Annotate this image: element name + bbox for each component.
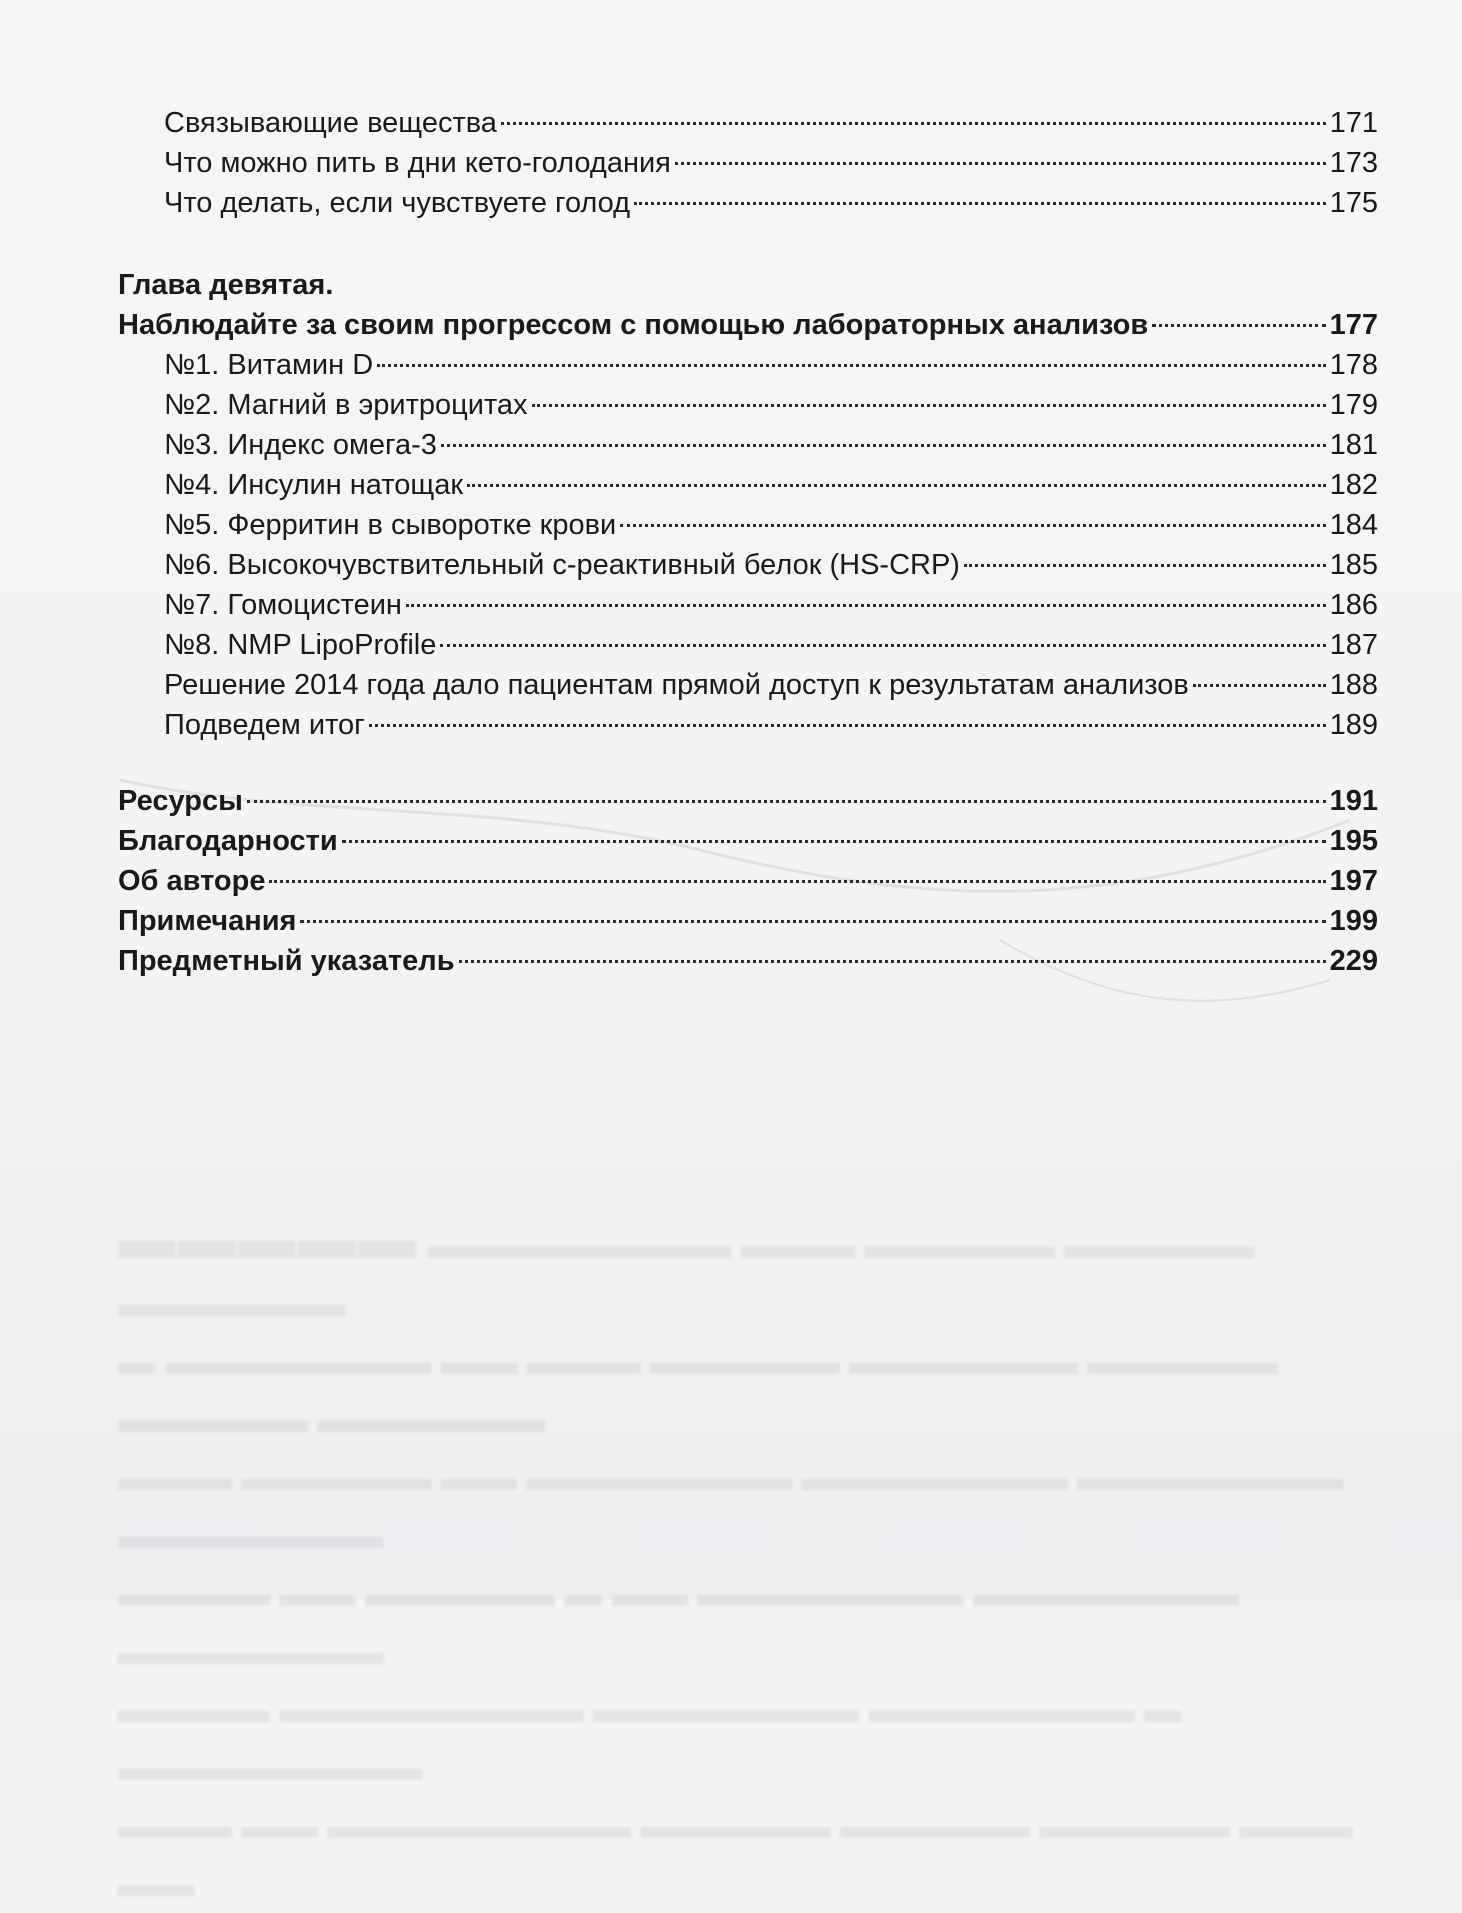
toc-entry-title: №4. Инсулин натощак: [164, 469, 464, 501]
toc-entry-page: 171: [1329, 107, 1378, 139]
dot-leader: [675, 162, 1326, 165]
toc-entry[interactable]: [118, 705, 1378, 745]
toc-entry-title: №7. Гомоцистеин: [164, 589, 402, 621]
dot-leader: [269, 880, 1325, 883]
toc-entry-title: №6. Высокочувствительный с-реактивный белок (HS-CRP): [164, 549, 960, 581]
toc-entry-page: 186: [1329, 589, 1378, 621]
toc-entry-title: №3. Индекс омега-3: [164, 429, 437, 461]
toc-entry-title: Связывающие вещества: [164, 107, 497, 139]
toc-entry[interactable]: [118, 465, 1378, 505]
toc-entry-title: Благодарности: [118, 825, 338, 857]
bleed-through-text: ▬▬▬▬▬ ▬▬▬▬▬▬▬▬ ▬▬▬ ▬▬▬▬▬ ▬▬▬▬▬ ▬▬▬▬▬▬ ▬ ▬▬▬▬▬▬▬ ▬▬ ▬▬▬ ▬▬▬▬▬ ▬▬▬▬▬▬ ▬▬▬▬▬ ▬▬▬▬▬ ▬▬▬▬▬▬ ▬▬▬ ▬▬▬▬▬ ▬▬ ▬▬▬▬▬▬▬ ▬▬▬▬▬▬▬ ▬▬▬▬▬▬▬ ▬▬▬▬▬▬▬ ▬▬▬▬ ▬▬ ▬▬▬▬▬ ▬ ▬▬ ▬▬▬▬▬▬▬ ▬▬▬▬▬▬▬ ▬▬▬▬▬▬▬ ▬▬▬▬ ▬▬▬▬▬▬▬▬ ▬▬▬▬▬▬▬ ▬▬▬▬▬▬▬ ▬ ▬▬▬▬▬▬▬▬ ▬▬▬ ▬▬ ▬▬▬▬▬▬▬▬ ▬▬▬▬▬ ▬▬▬▬▬ ▬▬▬▬▬ ▬▬▬ ▬▬: [118, 1206, 1353, 1905]
toc-entry-back-matter[interactable]: [118, 861, 1378, 901]
toc-entry-back-matter[interactable]: [118, 901, 1378, 941]
toc-entry-title: №5. Ферритин в сыворотке крови: [164, 509, 617, 541]
toc-entry-title: Подведем итог: [164, 709, 365, 741]
dot-leader: [501, 122, 1326, 125]
chapter-label: Глава девятая.: [118, 269, 334, 301]
toc-entry-title: №1. Витамин D: [164, 349, 374, 381]
toc-entry[interactable]: [118, 183, 1378, 223]
toc-entry-title: Ресурсы: [118, 785, 243, 817]
toc-entry[interactable]: [118, 425, 1378, 465]
toc-entry[interactable]: [118, 143, 1378, 183]
toc-entry-page: 189: [1329, 709, 1378, 741]
dot-leader: [1152, 324, 1325, 327]
chapter-page: 177: [1329, 309, 1378, 341]
toc-entry-page: 229: [1329, 945, 1378, 977]
toc-entry-title: №8. NMP LipoProfile: [164, 629, 437, 661]
dot-leader: [342, 840, 1326, 843]
dot-leader: [441, 444, 1326, 447]
toc-entry-page: 195: [1329, 825, 1378, 857]
toc-entry-page: 181: [1329, 429, 1378, 461]
toc-entry-title: Примечания: [118, 905, 297, 937]
dot-leader: [406, 604, 1326, 607]
toc-entry-title: №2. Магний в эритроцитах: [164, 389, 528, 421]
toc-entry[interactable]: [118, 625, 1378, 665]
toc-entry-page: 182: [1329, 469, 1378, 501]
toc-entry[interactable]: [118, 545, 1378, 585]
toc-entry-title: Решение 2014 года дало пациентам прямой доступ к результатам анализов: [164, 669, 1189, 701]
dot-leader: [964, 564, 1326, 567]
toc-entry[interactable]: [118, 345, 1378, 385]
dot-leader: [300, 920, 1325, 923]
dot-leader: [369, 724, 1326, 727]
dot-leader: [459, 960, 1326, 963]
toc-entry-page: 197: [1329, 865, 1378, 897]
toc-entry-title: Об авторе: [118, 865, 266, 897]
dot-leader: [1193, 684, 1326, 687]
toc-entry-page: 184: [1329, 509, 1378, 541]
chapter-title: Наблюдайте за своим прогрессом с помощью лабораторных анализов: [118, 309, 1149, 341]
toc-entry-title: Что можно пить в дни кето-голодания: [164, 147, 671, 179]
dot-leader: [377, 364, 1325, 367]
table-of-contents: [118, 103, 1378, 981]
toc-entry[interactable]: [118, 505, 1378, 545]
toc-entry[interactable]: [118, 385, 1378, 425]
toc-entry-back-matter[interactable]: [118, 821, 1378, 861]
dot-leader: [634, 202, 1326, 205]
toc-entry-back-matter[interactable]: [118, 941, 1378, 981]
dot-leader: [247, 800, 1326, 803]
dot-leader: [440, 644, 1325, 647]
toc-entry-page: 191: [1329, 785, 1378, 817]
toc-entry[interactable]: [118, 665, 1378, 705]
toc-entry-page: 175: [1329, 187, 1378, 219]
dot-leader: [467, 484, 1326, 487]
toc-entry-page: 187: [1329, 629, 1378, 661]
dot-leader: [620, 524, 1325, 527]
toc-entry-page: 199: [1329, 905, 1378, 937]
dot-leader: [532, 404, 1326, 407]
chapter-heading-entry[interactable]: [118, 305, 1378, 345]
toc-entry-page: 185: [1329, 549, 1378, 581]
toc-entry[interactable]: [118, 103, 1378, 143]
toc-entry-back-matter[interactable]: [118, 781, 1378, 821]
toc-entry-page: 179: [1329, 389, 1378, 421]
toc-entry-title: Что делать, если чувствуете голод: [164, 187, 631, 219]
toc-entry-title: Предметный указатель: [118, 945, 455, 977]
toc-entry[interactable]: [118, 585, 1378, 625]
toc-entry-page: 188: [1329, 669, 1378, 701]
toc-entry-page: 173: [1329, 147, 1378, 179]
toc-entry-page: 178: [1329, 349, 1378, 381]
